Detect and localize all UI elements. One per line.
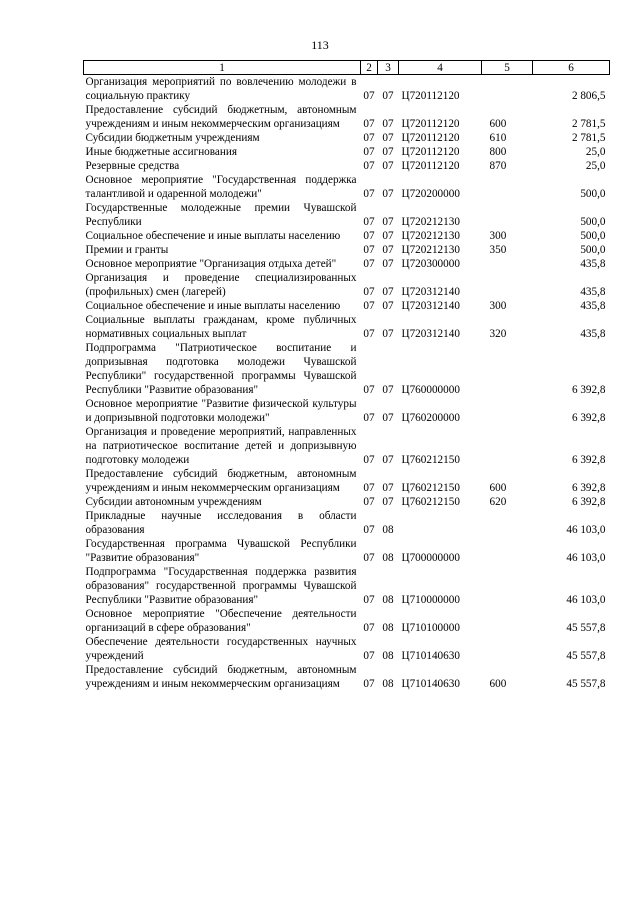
row-amount-cell: 46 103,0 <box>566 552 606 564</box>
row-section-cell: 07 <box>363 258 375 270</box>
row-expense-type-cell: 870 <box>489 160 507 172</box>
row-subsection-cell: 07 <box>382 286 394 298</box>
row-amount-cell: 6 392,8 <box>571 496 606 508</box>
row-amount-cell: 500,0 <box>580 188 606 200</box>
row-expense-type-cell <box>482 537 533 565</box>
row-subsection-cell: 07 <box>382 412 394 424</box>
row-name-cell: Организация и проведение мероприятий, направленных на патриотическое воспитание детей и допризывную подготовку молодежи <box>85 426 357 466</box>
table-row <box>84 299 610 313</box>
row-amount-cell: 500,0 <box>580 216 606 228</box>
row-expense-type-cell: 320 <box>489 328 507 340</box>
row-name-cell: Резервные средства <box>85 160 180 172</box>
row-section-cell: 07 <box>363 328 375 340</box>
row-target-code-cell: Ц760212150 <box>401 454 460 466</box>
row-amount-cell: 6 392,8 <box>571 454 606 466</box>
row-section-cell: 07 <box>363 482 375 494</box>
row-target-code-cell: Ц710000000 <box>401 594 460 606</box>
row-name-cell: Субсидии бюджетным учреждениям <box>85 132 260 144</box>
row-amount-cell: 45 557,8 <box>566 622 606 634</box>
row-name-cell: Социальные выплаты гражданам, кроме публичных нормативных социальных выплат <box>85 314 357 340</box>
row-section-cell: 07 <box>363 132 375 144</box>
row-amount-cell: 435,8 <box>580 300 606 312</box>
table-row <box>84 397 610 425</box>
row-amount-cell: 2 781,5 <box>571 132 606 144</box>
row-subsection-cell: 08 <box>382 552 394 564</box>
row-target-code-cell: Ц720200000 <box>401 188 460 200</box>
row-target-code-cell: Ц760212150 <box>401 496 460 508</box>
row-target-code-cell: Ц720212130 <box>401 216 460 228</box>
table-row <box>84 509 610 537</box>
row-amount-cell: 46 103,0 <box>566 594 606 606</box>
row-expense-type-cell: 620 <box>489 496 507 508</box>
row-amount-cell: 435,8 <box>580 328 606 340</box>
row-amount-cell: 25,0 <box>585 146 606 158</box>
row-target-code-cell: Ц720112120 <box>401 160 460 172</box>
row-subsection-cell: 07 <box>382 118 394 130</box>
row-subsection-cell: 07 <box>382 258 394 270</box>
row-section-cell: 07 <box>363 622 375 634</box>
row-name-cell: Организация мероприятий по вовлечению молодежи в социальную практику <box>85 76 357 102</box>
row-amount-cell: 45 557,8 <box>566 650 606 662</box>
header-col-1: 1 <box>84 61 361 75</box>
row-subsection-cell: 07 <box>382 300 394 312</box>
table-row <box>84 103 610 131</box>
row-name-cell: Государственные молодежные премии Чувашской Республики <box>85 202 357 228</box>
table-row <box>84 537 610 565</box>
table-row <box>84 341 610 397</box>
table-header-row <box>84 61 610 75</box>
row-target-code-cell: Ц720312140 <box>401 328 460 340</box>
row-subsection-cell: 07 <box>382 482 394 494</box>
table-row <box>84 607 610 635</box>
row-name-cell: Основное мероприятие "Обеспечение деятельности организаций в сфере образования" <box>85 608 357 634</box>
row-section-cell: 07 <box>363 118 375 130</box>
row-section-cell: 07 <box>363 230 375 242</box>
row-subsection-cell: 08 <box>382 650 394 662</box>
row-section-cell: 07 <box>363 650 375 662</box>
row-section-cell: 07 <box>363 160 375 172</box>
row-target-code-cell: Ц720112120 <box>401 90 460 102</box>
row-subsection-cell: 08 <box>382 594 394 606</box>
table-row <box>84 229 610 243</box>
row-amount-cell: 2 806,5 <box>571 90 606 102</box>
row-amount-cell: 435,8 <box>580 258 606 270</box>
page-number: 113 <box>311 38 329 52</box>
row-subsection-cell: 07 <box>382 160 394 172</box>
row-name-cell: Премии и гранты <box>85 244 169 256</box>
row-name-cell: Основное мероприятие "Организация отдыха детей" <box>85 258 337 270</box>
row-target-code-cell: Ц720112120 <box>401 146 460 158</box>
row-expense-type-cell: 610 <box>489 132 507 144</box>
row-section-cell: 07 <box>363 244 375 256</box>
table-row <box>84 145 610 159</box>
table-row <box>84 565 610 607</box>
row-name-cell: Обеспечение деятельности государственных научных учреждений <box>85 636 357 662</box>
row-subsection-cell: 07 <box>382 496 394 508</box>
row-section-cell: 07 <box>363 678 375 690</box>
row-target-code-cell: Ц760200000 <box>401 412 460 424</box>
table-row <box>84 159 610 173</box>
row-expense-type-cell: 600 <box>489 482 507 494</box>
row-target-code-cell <box>399 509 482 537</box>
row-target-code-cell: Ц760212150 <box>401 482 460 494</box>
row-subsection-cell: 07 <box>382 230 394 242</box>
budget-table <box>83 60 610 691</box>
row-target-code-cell: Ц720112120 <box>401 118 460 130</box>
row-expense-type-cell <box>482 565 533 607</box>
row-subsection-cell: 08 <box>382 622 394 634</box>
row-section-cell: 07 <box>363 524 375 536</box>
header-col-6: 6 <box>533 61 610 75</box>
row-expense-type-cell <box>482 341 533 397</box>
row-subsection-cell: 08 <box>382 678 394 690</box>
row-name-cell: Подпрограмма "Патриотическое воспитание и допризывная подготовка молодежи Чувашской Республики" государственной программы Чувашской Республики "Развитие образования" <box>85 342 357 396</box>
row-section-cell: 07 <box>363 454 375 466</box>
row-name-cell: Основное мероприятие "Государственная поддержка талантливой и одаренной молодежи" <box>85 174 357 200</box>
row-section-cell: 07 <box>363 146 375 158</box>
row-target-code-cell: Ц720300000 <box>401 258 460 270</box>
row-amount-cell: 6 392,8 <box>571 384 606 396</box>
row-name-cell: Предоставление субсидий бюджетным, автономным учреждениям и иным некоммерческим организациям <box>85 104 357 130</box>
row-target-code-cell: Ц710100000 <box>401 622 460 634</box>
row-section-cell: 07 <box>363 384 375 396</box>
row-expense-type-cell <box>482 397 533 425</box>
row-amount-cell: 500,0 <box>580 244 606 256</box>
row-amount-cell: 46 103,0 <box>566 524 606 536</box>
row-expense-type-cell <box>482 271 533 299</box>
row-section-cell: 07 <box>363 594 375 606</box>
table-row <box>84 425 610 467</box>
table-row <box>84 257 610 271</box>
row-expense-type-cell: 600 <box>489 678 507 690</box>
row-amount-cell: 6 392,8 <box>571 482 606 494</box>
row-subsection-cell: 07 <box>382 216 394 228</box>
table-row <box>84 75 610 104</box>
table-row <box>84 663 610 691</box>
row-amount-cell: 45 557,8 <box>566 678 606 690</box>
row-section-cell: 07 <box>363 188 375 200</box>
row-expense-type-cell: 300 <box>489 300 507 312</box>
row-expense-type-cell: 600 <box>489 118 507 130</box>
row-section-cell: 07 <box>363 552 375 564</box>
table-row <box>84 271 610 299</box>
row-subsection-cell: 07 <box>382 90 394 102</box>
row-expense-type-cell: 800 <box>489 146 507 158</box>
row-section-cell: 07 <box>363 412 375 424</box>
table-body <box>84 75 610 692</box>
header-col-4: 4 <box>399 61 482 75</box>
row-name-cell: Подпрограмма "Государственная поддержка развития образования" государственной программы Чувашской Республики "Развитие образования" <box>85 566 357 606</box>
row-section-cell: 07 <box>363 300 375 312</box>
row-name-cell: Государственная программа Чувашской Республики "Развитие образования" <box>85 538 357 564</box>
row-subsection-cell: 07 <box>382 384 394 396</box>
header-col-2: 2 <box>361 61 378 75</box>
row-target-code-cell: Ц700000000 <box>401 552 460 564</box>
table-row <box>84 173 610 201</box>
table-row <box>84 635 610 663</box>
row-subsection-cell: 07 <box>382 146 394 158</box>
row-target-code-cell: Ц720112120 <box>401 132 460 144</box>
row-expense-type-cell <box>482 635 533 663</box>
row-name-cell: Предоставление субсидий бюджетным, автономным учреждениям и иным некоммерческим организациям <box>85 664 357 690</box>
row-amount-cell: 2 781,5 <box>571 118 606 130</box>
row-amount-cell: 6 392,8 <box>571 412 606 424</box>
row-name-cell: Субсидии автономным учреждениям <box>85 496 262 508</box>
header-col-5: 5 <box>482 61 533 75</box>
table-row <box>84 313 610 341</box>
row-target-code-cell: Ц720312140 <box>401 300 460 312</box>
row-target-code-cell: Ц720312140 <box>401 286 460 298</box>
row-expense-type-cell <box>482 75 533 104</box>
row-expense-type-cell <box>482 201 533 229</box>
row-expense-type-cell <box>482 607 533 635</box>
row-subsection-cell: 07 <box>382 188 394 200</box>
table-row <box>84 201 610 229</box>
row-name-cell: Социальное обеспечение и иные выплаты населению <box>85 300 341 312</box>
row-expense-type-cell <box>482 173 533 201</box>
header-col-3: 3 <box>378 61 399 75</box>
row-section-cell: 07 <box>363 216 375 228</box>
row-expense-type-cell <box>482 509 533 537</box>
row-subsection-cell: 07 <box>382 132 394 144</box>
row-section-cell: 07 <box>363 286 375 298</box>
row-expense-type-cell <box>482 257 533 271</box>
row-name-cell: Организация и проведение специализированных (профильных) смен (лагерей) <box>85 272 357 298</box>
row-name-cell: Прикладные научные исследования в области образования <box>85 510 357 536</box>
row-name-cell: Предоставление субсидий бюджетным, автономным учреждениям и иным некоммерческим организациям <box>85 468 357 494</box>
row-subsection-cell: 07 <box>382 244 394 256</box>
row-subsection-cell: 08 <box>382 524 394 536</box>
row-subsection-cell: 07 <box>382 454 394 466</box>
row-target-code-cell: Ц710140630 <box>401 650 460 662</box>
table-row <box>84 243 610 257</box>
row-target-code-cell: Ц760000000 <box>401 384 460 396</box>
row-expense-type-cell <box>482 425 533 467</box>
table-row <box>84 467 610 495</box>
row-target-code-cell: Ц720212130 <box>401 244 460 256</box>
table-row <box>84 495 610 509</box>
row-target-code-cell: Ц720212130 <box>401 230 460 242</box>
row-name-cell: Иные бюджетные ассигнования <box>85 146 237 158</box>
row-expense-type-cell: 300 <box>489 230 507 242</box>
row-name-cell: Социальное обеспечение и иные выплаты населению <box>85 230 341 242</box>
row-expense-type-cell: 350 <box>489 244 507 256</box>
row-target-code-cell: Ц710140630 <box>401 678 460 690</box>
row-amount-cell: 25,0 <box>585 160 606 172</box>
row-amount-cell: 435,8 <box>580 286 606 298</box>
row-section-cell: 07 <box>363 90 375 102</box>
row-section-cell: 07 <box>363 496 375 508</box>
table-row <box>84 131 610 145</box>
row-subsection-cell: 07 <box>382 328 394 340</box>
row-amount-cell: 500,0 <box>580 230 606 242</box>
row-name-cell: Основное мероприятие "Развитие физической культуры и допризывной подготовки молодежи" <box>85 398 357 424</box>
